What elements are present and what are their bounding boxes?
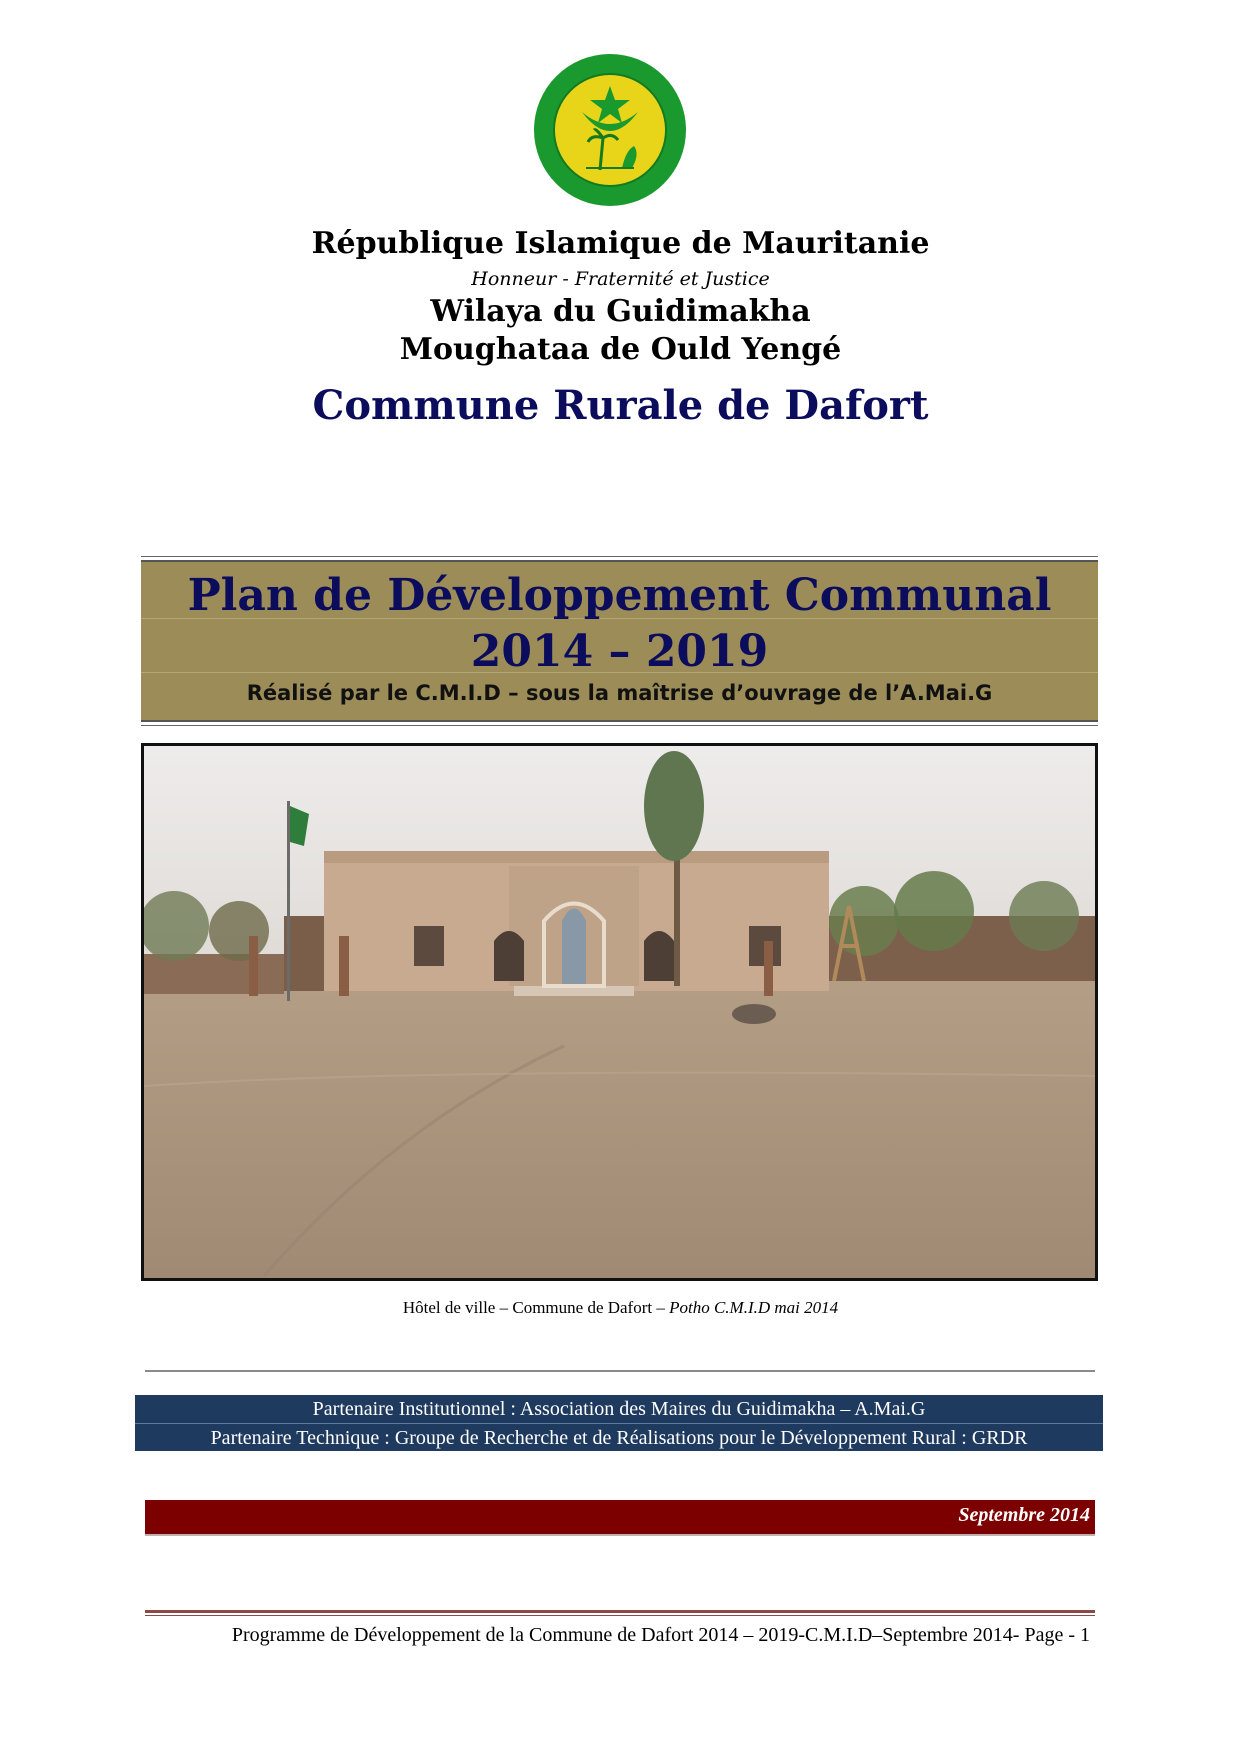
town-hall-photo (141, 743, 1098, 1281)
divider (145, 1370, 1095, 1372)
institutional-partner: Partenaire Institutionnel : Association des Maires du Guidimakha – A.Mai.G (312, 1398, 926, 1420)
wilaya-name: Wilaya du Guidimakha (430, 294, 811, 329)
mauritania-seal-icon (530, 50, 690, 210)
photo-credit: Potho C.M.I.D mai 2014 (669, 1298, 839, 1317)
technical-partner: Partenaire Technique : Groupe de Recherche et de Réalisations pour le Développement Rural : GRDR (135, 1423, 1103, 1452)
partners-band (135, 1395, 1103, 1451)
commune-name: Commune Rurale de Dafort (312, 382, 929, 429)
footer-rule (145, 1610, 1095, 1616)
title-band (141, 560, 1098, 722)
photo-caption (0, 1298, 1241, 1318)
date-band (145, 1500, 1095, 1536)
moughataa-name: Moughataa de Ould Yengé (399, 332, 842, 367)
publication-date: Septembre 2014 (958, 1504, 1090, 1526)
document-years: 2014 – 2019 (470, 626, 769, 677)
country-name: République Islamique de Mauritanie (311, 226, 930, 261)
photo-caption-main: Hôtel de ville – Commune de Dafort – (402, 1298, 670, 1317)
document-title: Plan de Développement Communal (187, 570, 1052, 621)
page-footer: Programme de Développement de la Commune de Dafort 2014 – 2019-C.M.I.D–Septembre 2014- Page - 1 (231, 1624, 1090, 1646)
document-subtitle: Réalisé par le C.M.I.D – sous la maîtrise d’ouvrage de l’A.Mai.G (246, 681, 993, 705)
national-motto: Honneur - Fraternité et Justice (471, 268, 770, 290)
